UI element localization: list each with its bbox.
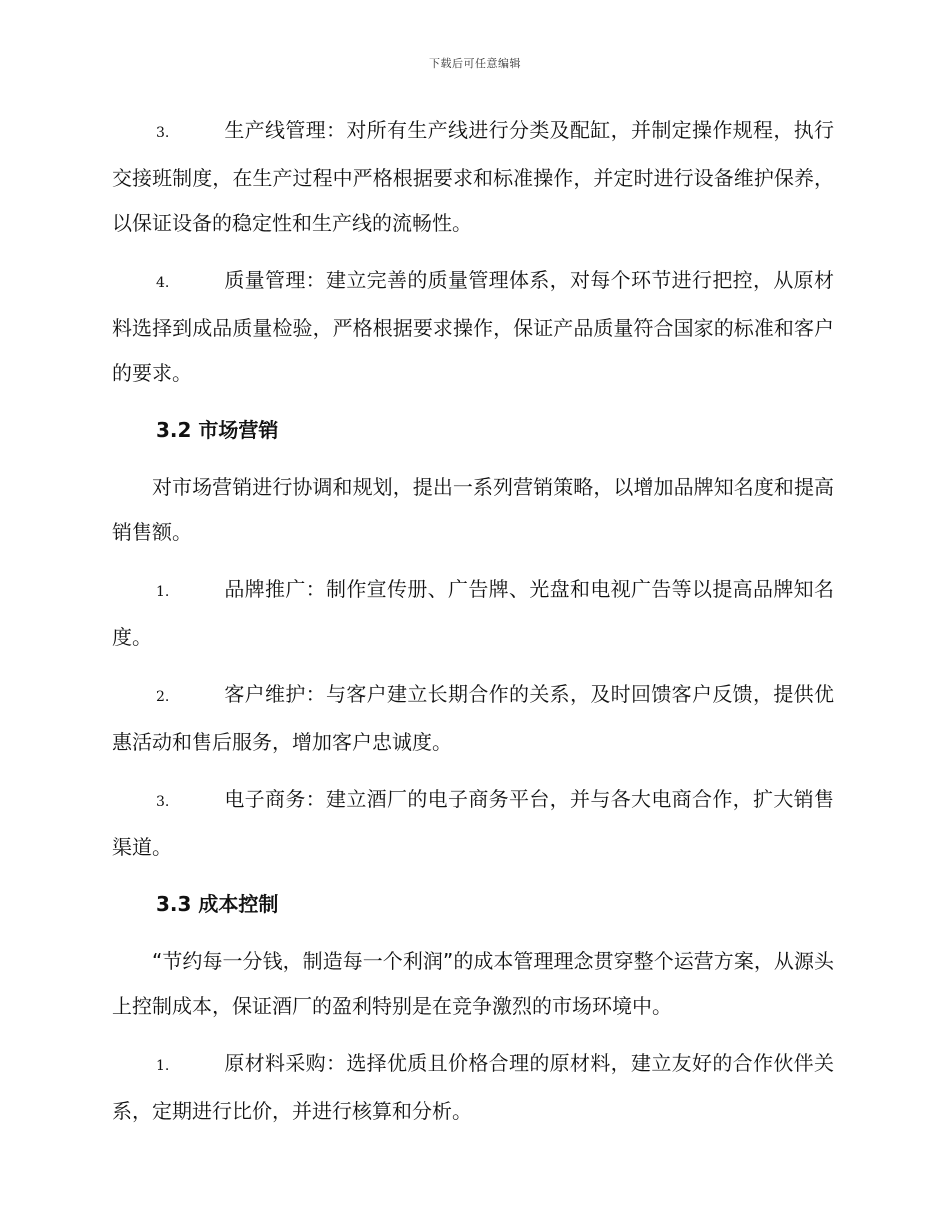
paragraph-marketing: 对市场营销进行协调和规划，提出一系列营销策略，以增加品牌知名度和提高销售额。 — [112, 475, 834, 544]
document-body — [112, 108, 834, 1146]
list-item-production-line — [112, 108, 834, 246]
list-item-ecommerce — [112, 777, 834, 870]
list-number: 1. — [156, 584, 170, 600]
list-number: 3. — [156, 125, 170, 141]
list-item-quality — [112, 258, 834, 396]
list-item-text: 电子商务：建立酒厂的电子商务平台，并与各大电商合作，扩大销售渠道。 — [112, 787, 834, 859]
list-item-text: 客户维护：与客户建立长期合作的关系，及时回馈客户反馈，提供优惠活动和售后服务，增加客户忠诚度。 — [112, 682, 834, 754]
paragraph-cost: “节约每一分钱，制造每一个利润”的成本管理理念贯穿整个运营方案，从源头上控制成本，保证酒厂的盈利特别是在竞争激烈的市场环境中。 — [112, 949, 834, 1018]
list-item-purchase — [112, 1041, 834, 1134]
list-number: 4. — [156, 275, 170, 291]
list-number: 2. — [156, 689, 170, 705]
section-heading-cost: 3.3 成本控制 — [156, 892, 279, 916]
list-item-customer — [112, 672, 834, 765]
list-item-text: 原材料采购：选择优质且价格合理的原材料，建立友好的合作伙伴关系，定期进行比价，并进行核算和分析。 — [112, 1051, 834, 1123]
section-heading-marketing: 3.2 市场营销 — [156, 418, 279, 442]
list-number: 1. — [156, 1058, 170, 1074]
list-item-brand — [112, 567, 834, 660]
list-item-text: 品牌推广：制作宣传册、广告牌、光盘和电视广告等以提高品牌知名度。 — [112, 577, 834, 649]
page-header: 下载后可任意编辑 — [429, 57, 521, 70]
list-item-text: 质量管理：建立完善的质量管理体系，对每个环节进行把控，从原材料选择到成品质量检验，严格根据要求操作，保证产品质量符合国家的标准和客户的要求。 — [112, 268, 834, 385]
list-item-text: 生产线管理：对所有生产线进行分类及配缸，并制定操作规程，执行交接班制度，在生产过程中严格根据要求和标准操作，并定时进行设备维护保养，以保证设备的稳定性和生产线的流畅性。 — [112, 118, 834, 235]
list-number: 3. — [156, 794, 170, 810]
